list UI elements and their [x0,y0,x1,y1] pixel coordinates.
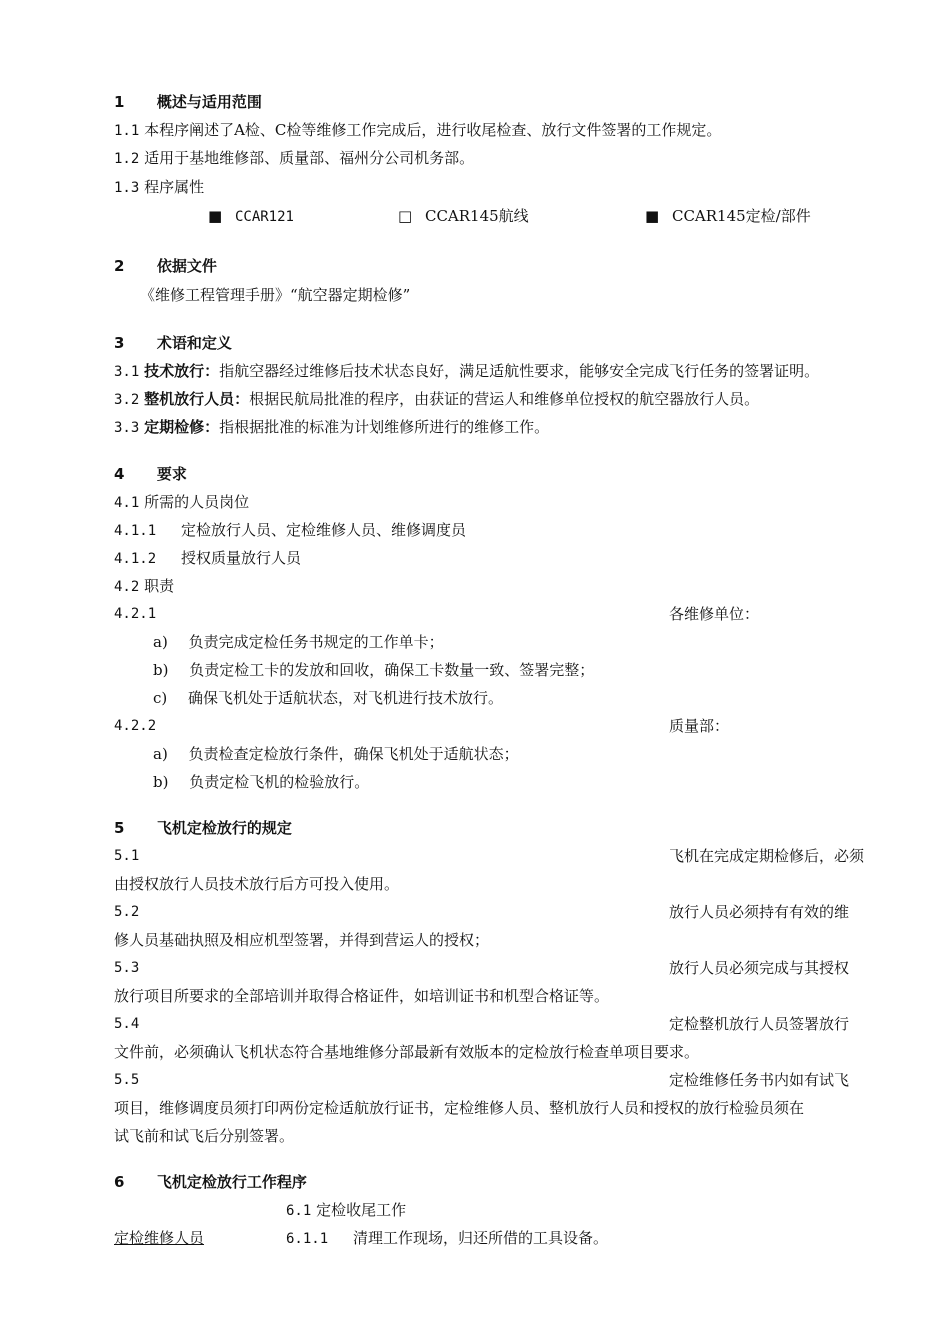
checked-box-icon: ■ [208,207,223,225]
paragraph-4-2-2-number: 4.2.2 [114,718,157,734]
attribute-ccar145-line: □ CCAR145航线 [398,207,529,225]
rule-5-2-continued: 修人员基础执照及相应机型签署，并得到营运人的授权； [114,931,490,949]
paragraph-4-2-2-text: 质量部： [669,717,730,735]
paragraph-1-1: 1.1 本程序阐述了A检、C检等维修工作完成后，进行收尾检查、放行文件签署的工作规定。 [114,121,722,139]
list-item: a) 负责检查定检放行条件，确保飞机处于适航状态； [153,745,519,763]
list-item: b) 负责定检飞机的检验放行。 [153,773,370,791]
section-6-heading: 6 飞机定检放行工作程序 [114,1173,307,1191]
unchecked-box-icon: □ [398,207,413,225]
attribute-ccar121: ■ CCAR121 [208,207,294,225]
definition-3-2: 3.2 整机放行人员：根据民航局批准的程序，由获证的营运人和维修单位授权的航空器放行人员。 [114,390,760,408]
rule-5-2-number: 5.2 [114,904,140,920]
paragraph-1-2: 1.2 适用于基地维修部、质量部、福州分公司机务部。 [114,149,475,167]
attribute-ccar145-check: ■ CCAR145定检/部件 [645,207,811,225]
section-1-heading [114,92,262,112]
paragraph-4-1-2: 4.1.2 授权质量放行人员 [114,549,301,567]
paragraph-4-2-1-number: 4.2.1 [114,606,157,622]
section-4-heading: 4 要求 [114,465,187,483]
list-item: b) 负责定检工卡的发放和回收，确保工卡数量一致、签署完整； [153,661,595,679]
section-title: 概述与适用范围 [156,93,262,111]
paragraph-4-1-1: 4.1.1 定检放行人员、定检维修人员、维修调度员 [114,521,466,539]
rule-5-5-text: 定检维修任务书内如有试飞 [669,1071,850,1089]
role-label: 定检维修人员 [114,1229,205,1247]
rule-5-1-number: 5.1 [114,848,140,864]
section-2-heading: 2 依据文件 [114,257,217,275]
rule-5-3-number: 5.3 [114,960,140,976]
list-item: c) 确保飞机处于适航状态，对飞机进行技术放行。 [153,689,504,707]
rule-5-5-continued: 试飞前和试飞后分别签署。 [114,1127,295,1145]
rule-5-3-continued: 放行项目所要求的全部培训并取得合格证件，如培训证书和机型合格证等。 [114,987,610,1005]
paragraph-6-1: 6.1 定检收尾工作 [286,1201,407,1219]
paragraph-6-1-1: 6.1.1 清理工作现场，归还所借的工具设备。 [286,1229,608,1247]
checked-box-icon: ■ [645,207,660,225]
paragraph-4-1: 4.1 所需的人员岗位 [114,493,250,511]
rule-5-2-text: 放行人员必须持有有效的维 [669,903,850,921]
reference-text: 《维修工程管理手册》“航空器定期检修” [140,286,411,304]
rule-5-4-number: 5.4 [114,1016,140,1032]
definition-3-3: 3.3 定期检修：指根据批准的标准为计划维修所进行的维修工作。 [114,418,550,436]
paragraph-4-2-1-text: 各维修单位： [669,605,760,623]
rule-5-5-continued: 项目，维修调度员须打印两份定检适航放行证书，定检维修人员、整机放行人员和授权的放行检验员须在 [114,1099,805,1117]
rule-5-3-text: 放行人员必须完成与其授权 [669,959,850,977]
rule-5-5-number: 5.5 [114,1072,140,1088]
paragraph-4-2: 4.2 职责 [114,577,175,595]
section-3-heading: 3 术语和定义 [114,334,232,352]
rule-5-1-continued: 由授权放行人员技术放行后方可投入使用。 [114,875,400,893]
section-number: 1 [114,93,125,111]
list-item: a) 负责完成定检任务书规定的工作单卡； [153,633,444,651]
rule-5-4-text: 定检整机放行人员签署放行 [669,1015,850,1033]
rule-5-1-text: 飞机在完成定期检修后，必须 [669,847,865,865]
paragraph-1-3: 1.3 程序属性 [114,178,205,196]
rule-5-4-continued: 文件前，必须确认飞机状态符合基地维修分部最新有效版本的定检放行检查单项目要求。 [114,1043,700,1061]
definition-3-1: 3.1 技术放行：指航空器经过维修后技术状态良好，满足适航性要求，能够安全完成飞行任务的签署证明。 [114,362,820,380]
section-5-heading: 5 飞机定检放行的规定 [114,819,292,837]
